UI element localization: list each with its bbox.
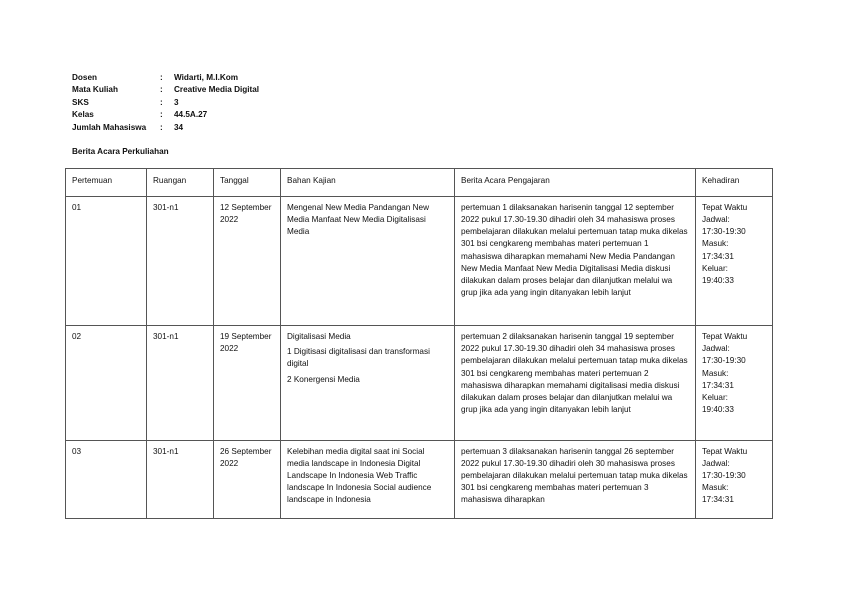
kehadiran-keluar-label: Keluar: bbox=[702, 263, 728, 273]
info-row-sks bbox=[72, 97, 259, 109]
info-colon: : bbox=[160, 110, 163, 120]
info-value: 44.5A.27 bbox=[174, 110, 208, 120]
cell-ruangan: 301-n1 bbox=[147, 325, 214, 440]
info-colon: : bbox=[160, 97, 163, 107]
cell-bahan-kajian bbox=[281, 196, 455, 325]
table-row bbox=[66, 196, 773, 325]
cell-pertemuan: 02 bbox=[66, 325, 147, 440]
header-berita-acara: Berita Acara Pengajaran bbox=[455, 169, 696, 197]
table-caption: Berita Acara Perkuliahan bbox=[72, 147, 169, 156]
kehadiran-masuk-label: Masuk: bbox=[702, 483, 729, 493]
kehadiran-jadwal-label: Jadwal: bbox=[702, 344, 730, 354]
cell-kehadiran bbox=[696, 196, 773, 325]
info-label: Kelas bbox=[72, 110, 94, 120]
table-row bbox=[66, 325, 773, 440]
kehadiran-masuk-label: Masuk: bbox=[702, 368, 729, 378]
kehadiran-masuk-value: 17:34:31 bbox=[702, 251, 734, 261]
cell-ruangan: 301-n1 bbox=[147, 196, 214, 325]
info-row-mata-kuliah bbox=[72, 84, 259, 96]
cell-ruangan: 301-n1 bbox=[147, 440, 214, 518]
kehadiran-status: Tepat Waktu bbox=[702, 331, 748, 341]
info-row-jumlah-mahasiswa bbox=[72, 122, 259, 134]
bahan-line: Kelebihan media digital saat ini Social media landscape in Indonesia Digital Landscape In Indonesia Web Traffic landscape In Indonesia Social audience landscape in Indonesia bbox=[287, 446, 432, 505]
info-colon: : bbox=[160, 85, 163, 95]
cell-berita-acara: pertemuan 1 dilaksanakan harisenin tanggal 12 september 2022 pukul 17.30-19.30 dihadiri oleh 34 mahasiswa proses pembelajaran dilakukan melalui pertemuan tatap muka dikelas 301 bsi cengkareng membahas materi pertemuan 1 mahasiswa diharapkan memahami New Media Pandangan New Media Manfaat New Media Digitalisasi Media diskusi dilakukan dalam proses belajar dan dilanjutkan melalui wa grup jika ada yang ingin ditanyakan lebih lanjut bbox=[455, 196, 696, 325]
cell-berita-acara: pertemuan 2 dilaksanakan harisenin tanggal 19 september 2022 pukul 17.30-19.30 dihadiri oleh 34 mahasiswa proses pembelajaran dilakukan melalui pertemuan tatap muka dikelas 301 bsi cengkareng membahas materi pertemuan 2 mahasiswa diharapkan memahami digitalisasi media diskusi dilakukan dalam proses belajar dan dilanjutkan melalui wa grup jika ada yang ingin ditanyakan lebih lanjut bbox=[455, 325, 696, 440]
course-info bbox=[72, 72, 259, 134]
kehadiran-jadwal-value: 17:30-19:30 bbox=[702, 470, 746, 480]
header-bahan-kajian: Bahan Kajian bbox=[281, 169, 455, 197]
cell-kehadiran bbox=[696, 440, 773, 518]
kehadiran-jadwal-value: 17:30-19:30 bbox=[702, 227, 746, 237]
bahan-line: 1 Digitisasi digitalisasi dan transformasi digital bbox=[287, 347, 430, 369]
cell-pertemuan: 01 bbox=[66, 196, 147, 325]
info-value: 3 bbox=[174, 97, 179, 107]
berita-text: pertemuan 3 dilaksanakan harisenin tanggal 26 september 2022 pukul 17.30-19.30 dihadiri oleh 30 mahasiswa proses pembelajaran dilakukan melalui pertemuan tatap muka dikelas 301 bsi cengkareng membahas materi pertemuan 3 mahasiswa diharapkan bbox=[461, 446, 688, 505]
kehadiran-jadwal-value: 17:30-19:30 bbox=[702, 356, 746, 366]
info-label: Dosen bbox=[72, 73, 98, 82]
info-value: 34 bbox=[174, 122, 184, 132]
kehadiran-keluar-label: Keluar: bbox=[702, 392, 728, 402]
info-label: Mata Kuliah bbox=[72, 85, 118, 95]
bahan-line: 2 Konergensi Media bbox=[287, 374, 360, 384]
info-value: Creative Media Digital bbox=[174, 85, 260, 95]
header-kehadiran: Kehadiran bbox=[696, 169, 773, 197]
cell-bahan-kajian bbox=[281, 325, 455, 440]
bahan-line: Mengenal New Media Pandangan New Media Manfaat New Media Digitalisasi Media bbox=[287, 202, 430, 237]
bahan-line: Digitalisasi Media bbox=[287, 331, 351, 341]
header-ruangan: Ruangan bbox=[147, 169, 214, 197]
cell-tanggal: 19 September 2022 bbox=[214, 325, 281, 440]
kehadiran-status: Tepat Waktu bbox=[702, 202, 748, 212]
kehadiran-keluar-value: 19:40:33 bbox=[702, 405, 734, 415]
kehadiran-masuk-value: 17:34:31 bbox=[702, 380, 734, 390]
header-pertemuan: Pertemuan bbox=[66, 169, 147, 197]
header-tanggal: Tanggal bbox=[214, 169, 281, 197]
cell-bahan-kajian bbox=[281, 440, 455, 518]
kehadiran-masuk-label: Masuk: bbox=[702, 239, 729, 249]
info-value: Widarti, M.I.Kom bbox=[174, 73, 239, 82]
cell-berita-acara bbox=[455, 440, 696, 518]
info-row-kelas bbox=[72, 109, 259, 121]
info-colon: : bbox=[160, 122, 163, 132]
table-row bbox=[66, 440, 773, 518]
table-header-row bbox=[66, 169, 773, 197]
cell-kehadiran bbox=[696, 325, 773, 440]
cell-tanggal: 26 September 2022 bbox=[214, 440, 281, 518]
cell-tanggal: 12 September 2022 bbox=[214, 196, 281, 325]
lecture-log-table bbox=[65, 168, 773, 519]
cell-pertemuan: 03 bbox=[66, 440, 147, 518]
info-label: SKS bbox=[72, 97, 89, 107]
kehadiran-jadwal-label: Jadwal: bbox=[702, 215, 730, 225]
kehadiran-masuk-value: 17:34:31 bbox=[702, 495, 734, 505]
kehadiran-status: Tepat Waktu bbox=[702, 446, 748, 456]
info-colon: : bbox=[160, 73, 163, 82]
info-row-dosen bbox=[72, 72, 259, 84]
info-label: Jumlah Mahasiswa bbox=[72, 122, 147, 132]
kehadiran-jadwal-label: Jadwal: bbox=[702, 458, 730, 468]
kehadiran-keluar-value: 19:40:33 bbox=[702, 276, 734, 286]
